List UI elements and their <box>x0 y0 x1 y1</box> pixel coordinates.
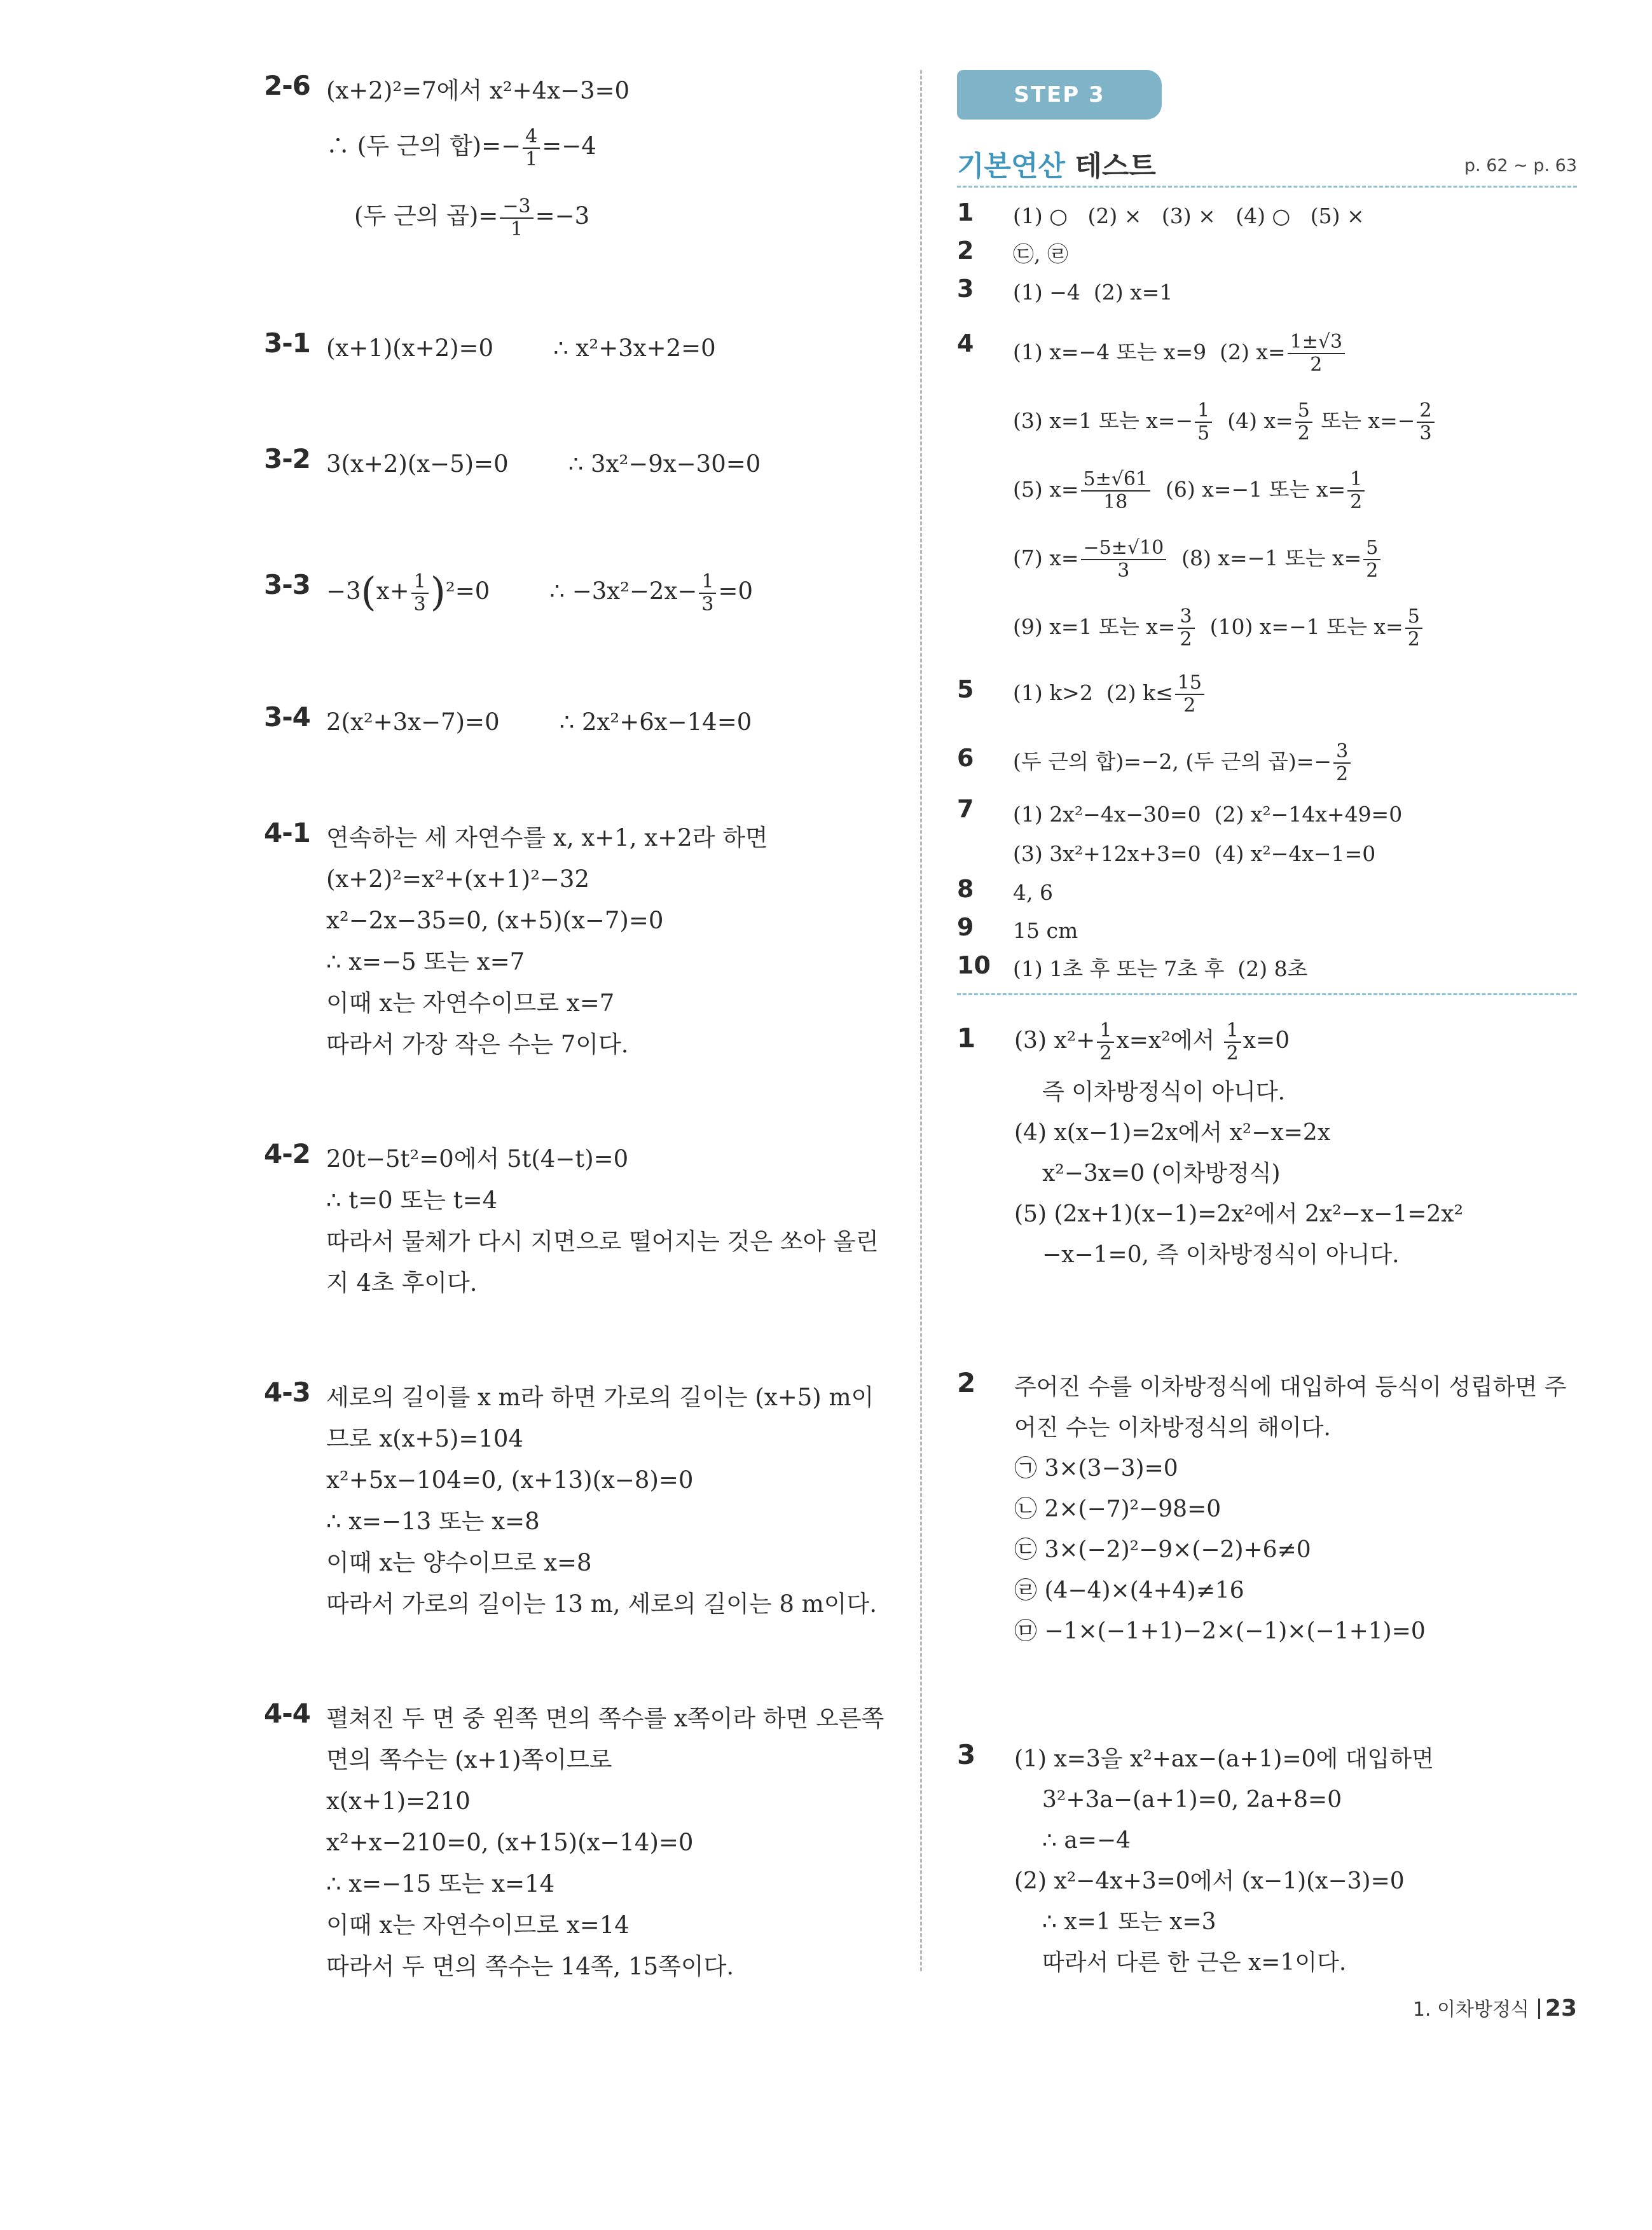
fraction: $\frac{-5\pm√10}{3}$ <box>1081 537 1167 582</box>
solution-line: 2(x²+3x−7)=0 ∴ 2x²+6x−14=0 <box>326 708 752 736</box>
page-range: p. 62 ~ p. 63 <box>1464 156 1577 176</box>
solution-line: ㉠ 3×(3−3)=0 <box>1014 1456 1178 1482</box>
fraction: $\frac{15}{2}$ <box>1175 672 1204 717</box>
column-divider <box>920 70 922 1971</box>
problem-number: 4-3 <box>264 1377 310 1408</box>
problem-number: 3-1 <box>264 327 310 359</box>
problem-number: 4-2 <box>264 1138 310 1169</box>
solution-line: (x+1)(x+2)=0 ∴ x²+3x+2=0 <box>326 334 716 362</box>
solution-line: 20t−5t²=0에서 5t(4−t)=0 <box>326 1145 629 1173</box>
problem-number: 3-4 <box>264 701 310 733</box>
fraction: $\frac{5}{2}$ <box>1363 537 1380 582</box>
solution-line: ㉣ (4−4)×(4+4)≠16 <box>1014 1578 1244 1604</box>
fraction: $\frac{3}{2}$ <box>1178 606 1195 650</box>
solution-line: x²−2x−35=0, (x+5)(x−7)=0 <box>326 907 664 934</box>
fraction: $\frac{2}{3}$ <box>1417 400 1434 444</box>
solution-line: 따라서 가장 작은 수는 7이다. <box>326 1031 629 1058</box>
solution-line: (4) x(x−1)=2x에서 x²−x=2x <box>1014 1120 1331 1146</box>
solution-line: ∴ x=−5 또는 x=7 <box>326 948 525 975</box>
solution-line: ∴ t=0 또는 t=4 <box>326 1187 498 1214</box>
fraction: $\frac{5}{2}$ <box>1405 606 1422 650</box>
solution-line: 면의 쪽수는 (x+1)쪽이므로 <box>326 1746 612 1773</box>
solution-line: 주어진 수를 이차방정식에 대입하여 등식이 성립하면 주 <box>1014 1374 1567 1400</box>
solution-line: 어진 수는 이차방정식의 해이다. <box>1014 1415 1331 1441</box>
fraction: $\frac{5}{2}$ <box>1295 400 1312 444</box>
solution-line: (5) (2x+1)(x−1)=2x²에서 2x²−x−1=2x² <box>1014 1201 1464 1227</box>
solution-line: (3) x²+ $\frac{1}{2}$ x=x²에서 $\frac{1}{2}$ x=0 <box>1014 1019 1290 1064</box>
solution-line: ∴ x=−15 또는 x=14 <box>326 1870 555 1897</box>
solution-line: x²−3x=0 (이차방정식) <box>1042 1160 1281 1187</box>
section-divider <box>957 993 1577 995</box>
solution-line: ∴ a=−4 <box>1042 1827 1131 1854</box>
solution-line: (2) x²−4x+3=0에서 (x−1)(x−3)=0 <box>1014 1868 1405 1894</box>
solution-line: ㉢ 3×(−2)²−9×(−2)+6≠0 <box>1014 1537 1311 1563</box>
solution-line: −x−1=0, 즉 이차방정식이 아니다. <box>1042 1242 1400 1268</box>
solution-line: 이때 x는 자연수이므로 x=14 <box>326 1911 630 1939</box>
solution-line: ㉡ 2×(−7)²−98=0 <box>1014 1496 1222 1522</box>
step-badge: STEP 3 <box>957 70 1162 120</box>
problem-number: 3-2 <box>264 443 310 474</box>
solution-line: 따라서 다른 한 근은 x=1이다. <box>1042 1950 1347 1976</box>
solution-line: 지 4초 후이다. <box>326 1269 478 1297</box>
problem-number: 3-3 <box>264 569 310 600</box>
fraction: $\frac{1}{2}$ <box>1347 469 1365 513</box>
problem-number: 4-1 <box>264 817 310 848</box>
solution-line: x²+x−210=0, (x+15)(x−14)=0 <box>326 1829 694 1856</box>
solution-line: 3(x+2)(x−5)=0 ∴ 3x²−9x−30=0 <box>326 450 761 478</box>
solution-line: 이때 x는 자연수이므로 x=7 <box>326 989 615 1017</box>
solution-line: x(x+1)=210 <box>326 1787 471 1815</box>
solution-line: 3²+3a−(a+1)=0, 2a+8=0 <box>1042 1787 1342 1813</box>
fraction: $\frac{1\pm√3}{2}$ <box>1288 331 1345 376</box>
solution-line: 연속하는 세 자연수를 x, x+1, x+2라 하면 <box>326 824 768 851</box>
explanation-number: 2 <box>957 1367 976 1398</box>
section-divider <box>957 186 1577 188</box>
solution-line: (두 근의 곱)= $\frac{-3}{1}$ =−3 <box>354 195 590 240</box>
fraction: $\frac{-3}{1}$ <box>500 196 533 240</box>
solution-line: (x+2)²=x²+(x+1)²−32 <box>326 865 590 893</box>
solution-line: 따라서 물체가 다시 지면으로 떨어지는 것은 쏘아 올린 <box>326 1228 879 1255</box>
explanation-number: 3 <box>957 1739 976 1770</box>
solution-line: 따라서 가로의 길이는 13 m, 세로의 길이는 8 m이다. <box>326 1590 878 1618</box>
fraction: $\frac{5\pm√61}{18}$ <box>1081 469 1151 513</box>
fraction: $\frac{3}{2}$ <box>1333 741 1351 785</box>
solution-line: −3(x+ $\frac{1}{3}$ )²=0 ∴ −3x²−2x− $\frac{1}{3}$ =0 <box>326 568 753 616</box>
explanation-number: 1 <box>957 1022 976 1054</box>
solution-line: 펼쳐진 두 면 중 왼쪽 면의 쪽수를 x쪽이라 하면 오른쪽 <box>326 1705 885 1732</box>
section-title: 기본연산 테스트 <box>957 150 1156 182</box>
solution-line: ∴ x=1 또는 x=3 <box>1042 1909 1216 1935</box>
page-number: 23 <box>1545 1995 1577 2021</box>
solution-line: 이때 x는 양수이므로 x=8 <box>326 1549 592 1576</box>
solution-line: 즉 이차방정식이 아니다. <box>1042 1079 1286 1105</box>
solution-line: (x+2)²=7에서 x²+4x−3=0 <box>326 77 630 104</box>
chapter-label: 1. 이차방정식 <box>1412 1999 1529 2021</box>
problem-number: 2-6 <box>264 70 310 101</box>
solution-line: ∴ (두 근의 합)=− $\frac{4}{1}$ =−4 <box>326 125 596 170</box>
solution-line: ∴ x=−13 또는 x=8 <box>326 1508 540 1535</box>
solution-line: x²+5x−104=0, (x+13)(x−8)=0 <box>326 1466 694 1494</box>
page-footer <box>1413 1993 1577 2021</box>
solution-line: 세로의 길이를 x m라 하면 가로의 길이는 (x+5) m이 <box>326 1384 874 1411</box>
problem-number: 4-4 <box>264 1698 310 1729</box>
fraction: $\frac{1}{3}$ <box>699 571 716 616</box>
solution-line: (1) x=3을 x²+ax−(a+1)=0에 대입하면 <box>1014 1746 1434 1772</box>
fraction: $\frac{1}{3}$ <box>411 571 429 616</box>
solution-line: 므로 x(x+5)=104 <box>326 1425 524 1452</box>
solution-line: 따라서 두 면의 쪽수는 14쪽, 15쪽이다. <box>326 1953 734 1980</box>
solution-line: ㉤ −1×(−1+1)−2×(−1)×(−1+1)=0 <box>1014 1618 1426 1644</box>
fraction: $\frac{1}{5}$ <box>1195 400 1212 444</box>
fraction: $\frac{4}{1}$ <box>523 126 540 170</box>
